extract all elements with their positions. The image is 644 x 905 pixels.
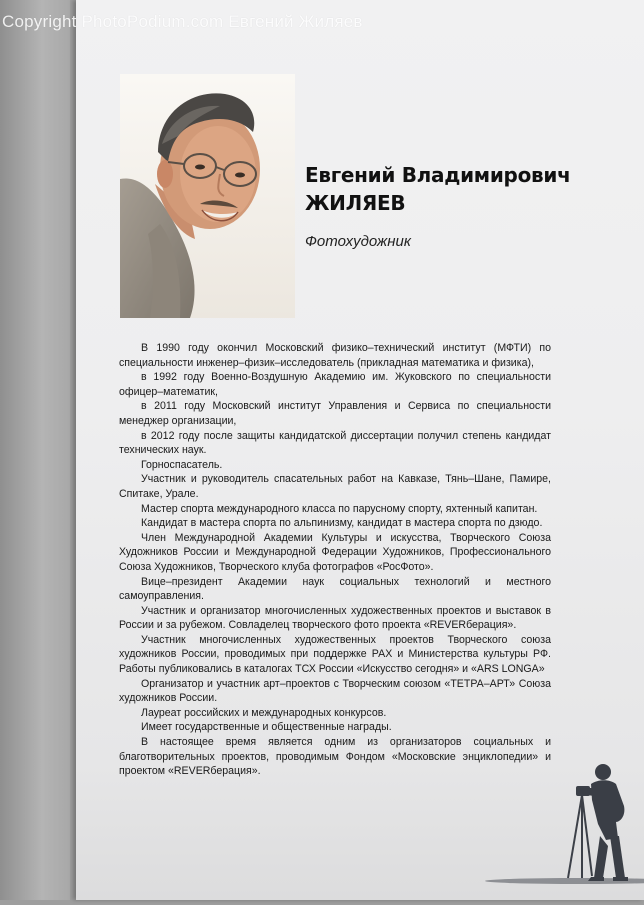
bio-paragraph: В настоящее время является одним из организаторов социальных и благотворительных проектов, проводимым Фондом «Московские энциклопедии» и проектом «REVERберация».: [119, 736, 551, 778]
bio-paragraph: в 2012 году после защиты кандидатской диссертации получил степень кандидат технических наук.: [119, 429, 551, 457]
profession-title: Фотохудожник: [305, 233, 411, 250]
name-first-middle: Евгений Владимирович: [305, 163, 571, 187]
bio-paragraph: в 1992 году Военно-Воздушную Академию им. Жуковского по специальности офицер–математик,: [119, 371, 551, 398]
portrait-icon: [120, 74, 295, 318]
bio-paragraph: Организатор и участник арт–проектов с Творческим союзом «ТЕТРА–АРТ» Союза художников России.: [119, 677, 551, 705]
bio-paragraph: Кандидат в мастера спорта по альпинизму, кандидат в мастера спорта по дзюдо.: [141, 517, 543, 530]
bio-paragraph: Член Международной Академии Культуры и искусства, Творческого Союза Художников России и Международной Федерации Художников, Профессионального Союза Художников, Творческого клуба фотографов «РосФото».: [119, 531, 551, 573]
portrait-photo: [120, 74, 295, 318]
name-surname: ЖИЛЯЕВ: [305, 191, 406, 215]
bio-paragraph: В 1990 году окончил Московский физико–технический институт (МФТИ) по специальности инженер–физик–исследователь (прикладная математика и физика),: [119, 342, 551, 369]
bio-paragraph: в 2011 году Московский институт Управления и Сервиса по специальности менеджер организации,: [119, 400, 551, 427]
bio-paragraph: Участник и организатор многочисленных художественных проектов и выставок в России и за рубежом. Совладелец творческого фото проекта «REVERберация».: [119, 604, 551, 632]
biography-text: [119, 341, 551, 779]
bio-paragraph: Вице–президент Академии наук социальных технологий и местного самоуправления.: [119, 575, 551, 603]
bio-paragraph: Имеет государственные и общественные награды.: [141, 721, 392, 734]
bio-paragraph: Участник и руководитель спасательных работ на Кавказе, Тянь–Шане, Памире, Спитаке, Урале.: [119, 473, 551, 500]
bio-paragraph: Горноспасатель.: [141, 458, 223, 471]
bio-paragraph: Лауреат российских и международных конкурсов.: [141, 706, 387, 719]
bio-paragraph: Мастер спорта международного класса по парусному спорту, яхтенный капитан.: [141, 502, 538, 515]
bio-paragraph: Участник многочисленных художественных проектов Творческого союза художников России, проводимых при поддержке РАХ и Министерства культуры РФ. Работы публиковались в каталогах ТСХ России «Искусство сегодня» и «ARS LONGA»: [119, 633, 551, 676]
person-name: [305, 161, 571, 217]
copyright-watermark: Copyright PhotoPodium.com Евгений Жиляев: [2, 12, 363, 31]
photographer-silhouette-icon: [470, 750, 644, 900]
left-margin-strip: [0, 0, 70, 900]
